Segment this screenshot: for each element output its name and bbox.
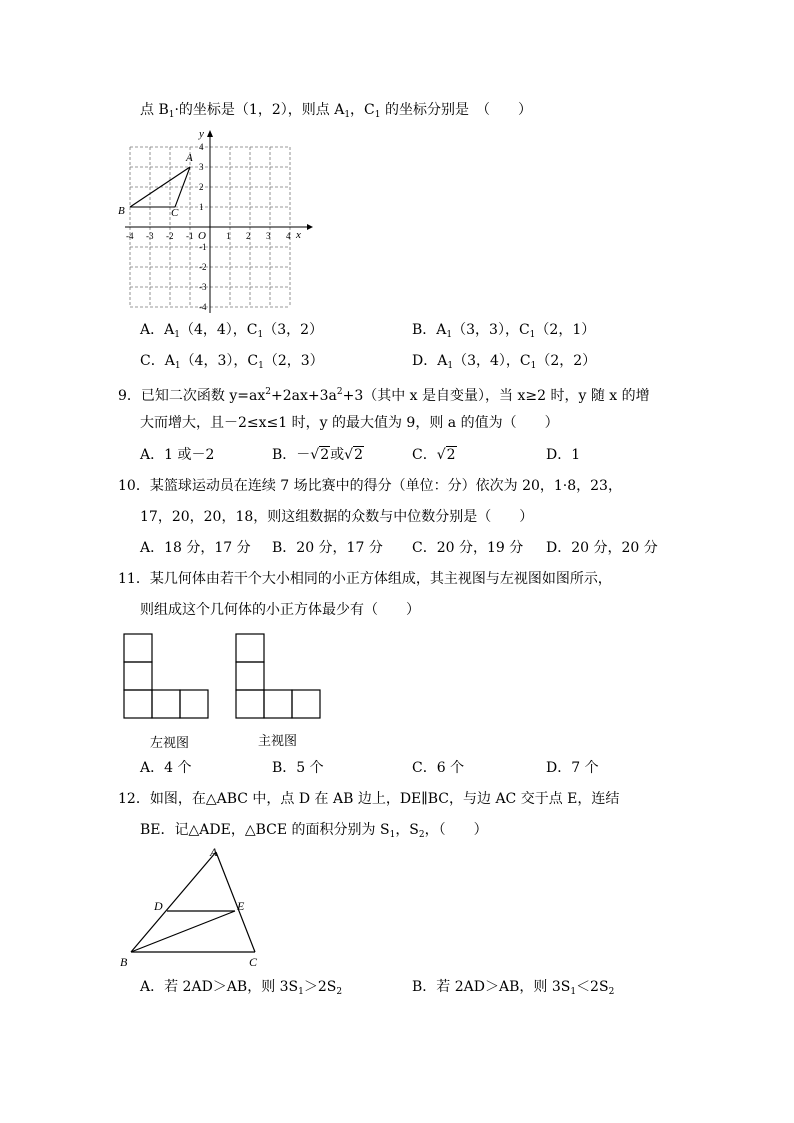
y-tick-label: 4 — [199, 142, 204, 152]
y-tick-label: -2 — [199, 262, 207, 272]
vertex-b-label: B — [120, 955, 128, 969]
q9-stem-line2: 大而增大，且－2≤x≤1 时，y 的最大值为 9，则 a 的值为（ ） — [140, 415, 559, 431]
point-a-label: A — [186, 152, 193, 164]
vertex-c-label: C — [249, 955, 258, 969]
q12-triangle-figure — [115, 842, 265, 972]
x-axis-label: x — [296, 229, 301, 241]
y-tick-label: 2 — [199, 182, 204, 192]
q12-option-b[interactable]: B．若 2AD＞AB，则 $3S_1<2S_2$ — [412, 979, 615, 997]
vertex-e-label: E — [237, 899, 245, 913]
y-axis-label: y — [199, 128, 204, 140]
y-tick-label: 3 — [199, 162, 204, 172]
x-tick-label: 2 — [246, 231, 251, 241]
q12-stem-line2: BE．记△ADE，△BCE 的面积分别为 $S_1$，$S_2$，（ ） — [140, 822, 488, 840]
vertex-a-label: A — [210, 845, 218, 859]
x-tick-label: -1 — [186, 231, 194, 241]
q8-option-a[interactable]: A．$A_1(4$，4），$C_1(3$，2） — [140, 322, 324, 340]
q11-option-a[interactable]: A．4 个 — [140, 760, 192, 776]
x-tick-label: 4 — [286, 231, 291, 241]
origin-label: O — [198, 230, 206, 242]
point-b-label: B — [118, 205, 125, 217]
segment-ab — [131, 852, 216, 952]
segment-be — [131, 911, 235, 952]
segment-ac — [216, 852, 255, 952]
x-tick-label: -4 — [126, 231, 134, 241]
y-tick-label: -4 — [199, 302, 207, 312]
q11-main-view-figure — [234, 632, 324, 720]
q9-option-b[interactable]: B．－√2或√2 — [272, 447, 363, 463]
q11-option-c[interactable]: C．6 个 — [412, 760, 465, 776]
q11-option-b[interactable]: B．5 个 — [272, 760, 324, 776]
vertex-d-label: D — [154, 899, 163, 913]
q8-option-c[interactable]: C．$A_1(4$，3），$C_1(2$，3） — [140, 353, 324, 371]
y-tick-label: -1 — [199, 242, 207, 252]
q11-main-view-label: 主视图 — [258, 734, 298, 749]
q8-stem: 点 $B_1\cdot$的坐标是（1，2），则点 $A_1$，$C_1$ 的坐标分别是 （ ） — [140, 102, 532, 120]
q10-option-c[interactable]: C．20 分，19 分 — [412, 540, 524, 556]
x-tick-label: -3 — [146, 231, 154, 241]
x-tick-label: 3 — [266, 231, 271, 241]
q10-stem-line2: 17，20，20，18，则这组数据的众数与中位数分别是（ ） — [140, 509, 534, 525]
q11-option-d[interactable]: D．7 个 — [546, 760, 599, 776]
q8-option-d[interactable]: D．$A_1(3$，4），$C_1(2$，2） — [412, 353, 597, 371]
q11-stem-line1: 11．某几何体由若干个大小相同的小正方体组成，其主视图与左视图如图所示， — [118, 571, 612, 587]
x-tick-label: 1 — [226, 231, 231, 241]
q9-option-a[interactable]: A．1 或－2 — [140, 447, 215, 463]
q10-option-d[interactable]: D．20 分，20 分 — [546, 540, 658, 556]
q9-option-c[interactable]: C．√2 — [412, 447, 456, 463]
q11-left-view-figure — [122, 632, 212, 720]
y-tick-label: 1 — [199, 202, 204, 212]
q8-option-b[interactable]: B．$A_1(3$，3），$C_1(2$，1） — [412, 322, 596, 340]
point-c-label: C — [171, 207, 179, 219]
q10-stem-line1: 10．某篮球运动员在连续 7 场比赛中的得分（单位：分）依次为 20，1·8，23， — [118, 478, 622, 494]
q12-option-a[interactable]: A．若 2AD＞AB，则 $3S_1>2S_2$ — [140, 979, 343, 997]
q10-option-b[interactable]: B．20 分，17 分 — [272, 540, 383, 556]
q12-stem-line1: 12．如图，在△ABC 中，点 D 在 AB 边上，DE∥BC，与边 AC 交于点 E，连结 — [118, 791, 620, 807]
x-tick-label: -2 — [166, 231, 174, 241]
y-axis-arrow — [207, 130, 213, 137]
x-axis-arrow — [307, 224, 313, 230]
y-tick-label: -3 — [199, 282, 207, 292]
q10-option-a[interactable]: A．18 分，17 分 — [140, 540, 251, 556]
q8-coordinate-graph — [115, 125, 315, 315]
q9-option-d[interactable]: D．1 — [546, 447, 581, 463]
q11-left-view-label: 左视图 — [150, 736, 190, 751]
q9-stem-line1: 9．已知二次函数 $y=ax^2+2ax+3a^2+3$（其中 x 是自变量），当 x≥2 时，y 随 x 的增 — [118, 387, 650, 404]
q11-stem-line2: 则组成这个几何体的小正方体最少有（ ） — [140, 602, 420, 618]
